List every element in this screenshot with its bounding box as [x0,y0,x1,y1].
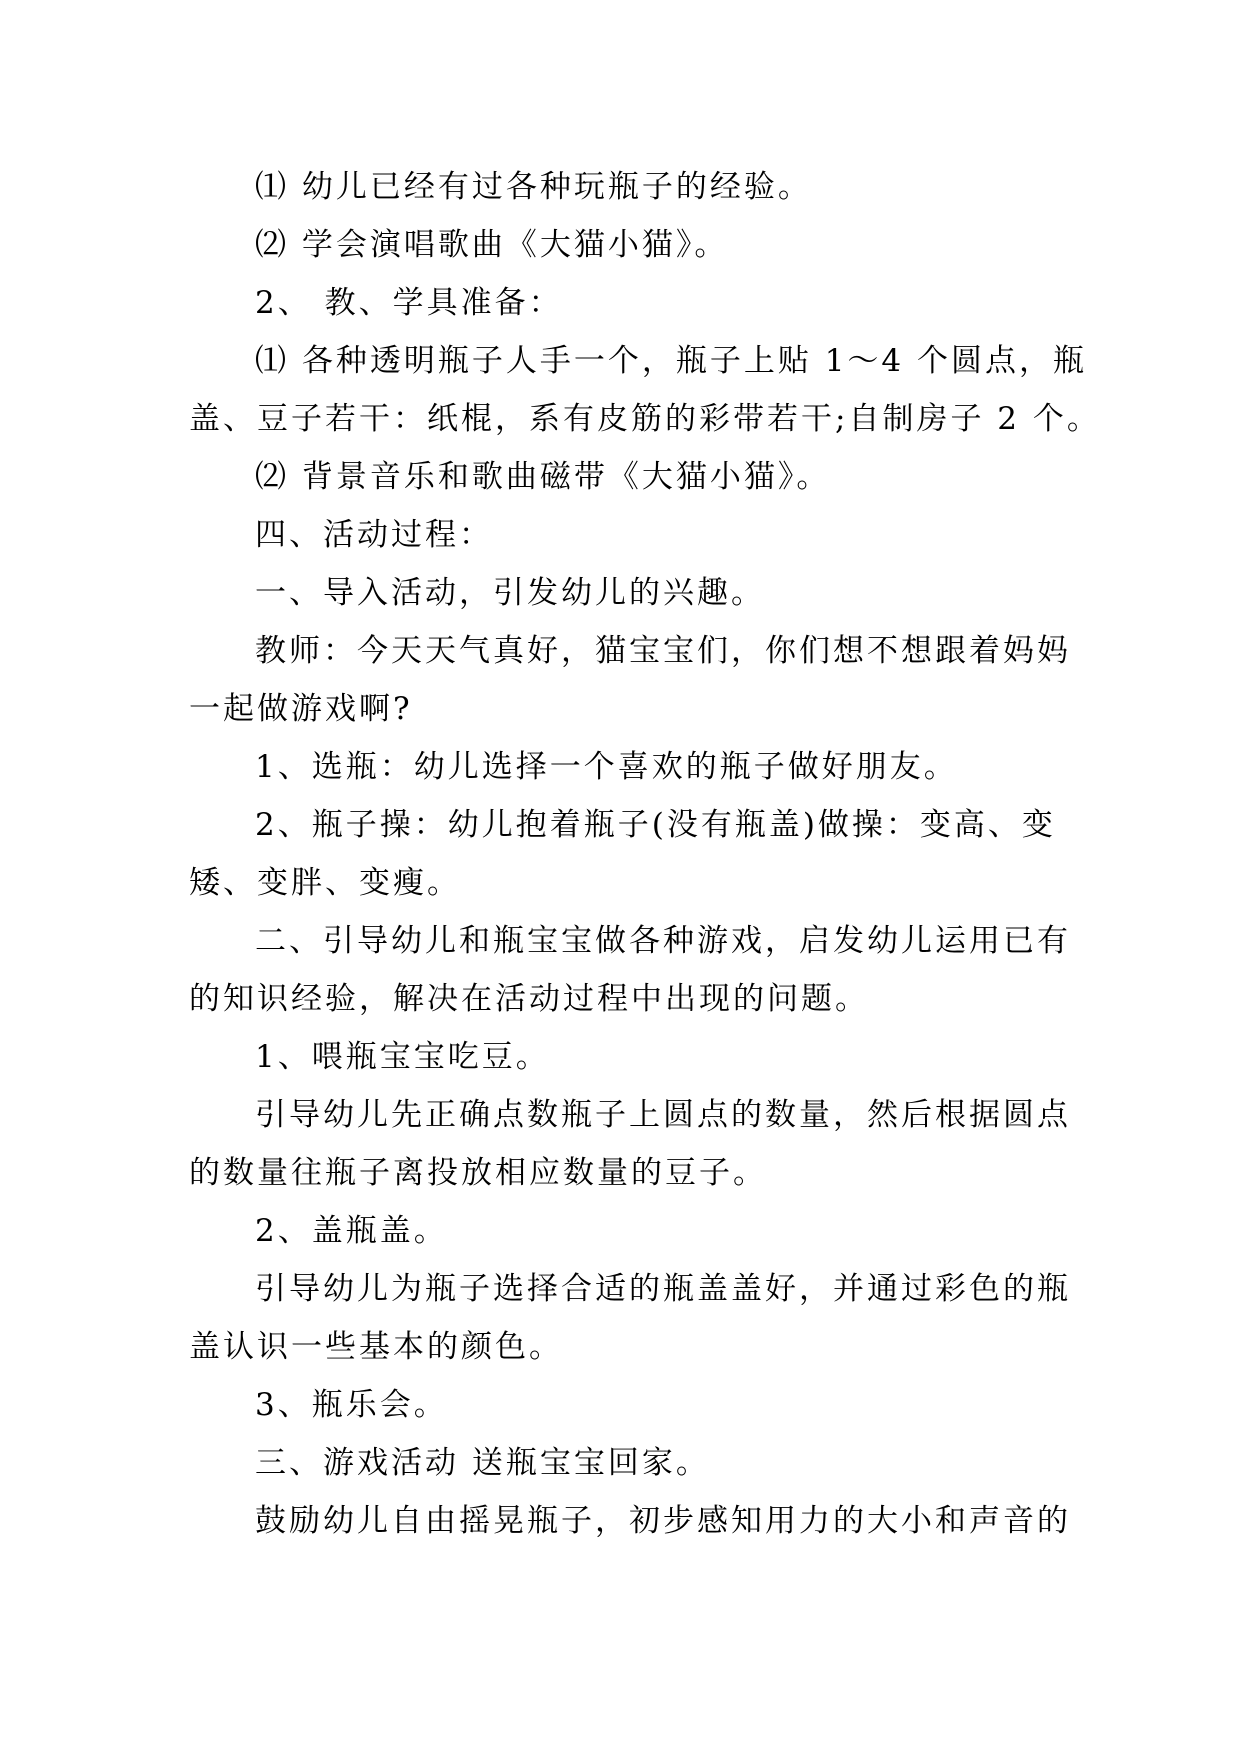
text-line: 盖认识一些基本的颜色。 [189,1329,563,1365]
text-line: 1、喂瓶宝宝吃豆。 [255,1039,550,1075]
text-line: 一、导入活动，引发幼儿的兴趣。 [255,575,765,611]
text-line: ⑴ 各种透明瓶子人手一个，瓶子上贴 1～4 个圆点，瓶 [255,343,1088,379]
text-line: 1、选瓶：幼儿选择一个喜欢的瓶子做好朋友。 [255,749,958,785]
section-heading: 四、活动过程： [255,517,493,553]
text-line: 盖、豆子若干：纸棍，系有皮筋的彩带若干;自制房子 2 个。 [189,401,1101,437]
text-line: 矮、变胖、变瘦。 [189,865,461,901]
text-line: 教师：今天天气真好，猫宝宝们，你们想不想跟着妈妈 [255,633,1071,669]
text-line: 引导幼儿先正确点数瓶子上圆点的数量，然后根据圆点 [255,1097,1071,1133]
text-line: 二、引导幼儿和瓶宝宝做各种游戏，启发幼儿运用已有 [255,923,1071,959]
text-line: 2、 教、学具准备： [255,285,563,321]
text-line: 2、盖瓶盖。 [255,1213,448,1249]
text-line: 引导幼儿为瓶子选择合适的瓶盖盖好，并通过彩色的瓶 [255,1271,1071,1307]
text-line: 三、游戏活动 送瓶宝宝回家。 [255,1445,710,1481]
text-line: ⑴ 幼儿已经有过各种玩瓶子的经验。 [255,169,812,205]
text-line: 鼓励幼儿自由摇晃瓶子，初步感知用力的大小和声音的 [255,1503,1071,1539]
text-line: ⑵ 背景音乐和歌曲磁带《大猫小猫》。 [255,459,831,495]
text-line: 的知识经验，解决在活动过程中出现的问题。 [189,981,869,1017]
text-line: ⑵ 学会演唱歌曲《大猫小猫》。 [255,227,729,263]
text-line: 的数量往瓶子离投放相应数量的豆子。 [189,1155,767,1191]
text-line: 2、瓶子操：幼儿抱着瓶子(没有瓶盖)做操：变高、变 [255,807,1056,843]
text-line: 3、瓶乐会。 [255,1387,448,1423]
document-body [189,158,1101,1550]
text-line: 一起做游戏啊? [189,691,413,727]
